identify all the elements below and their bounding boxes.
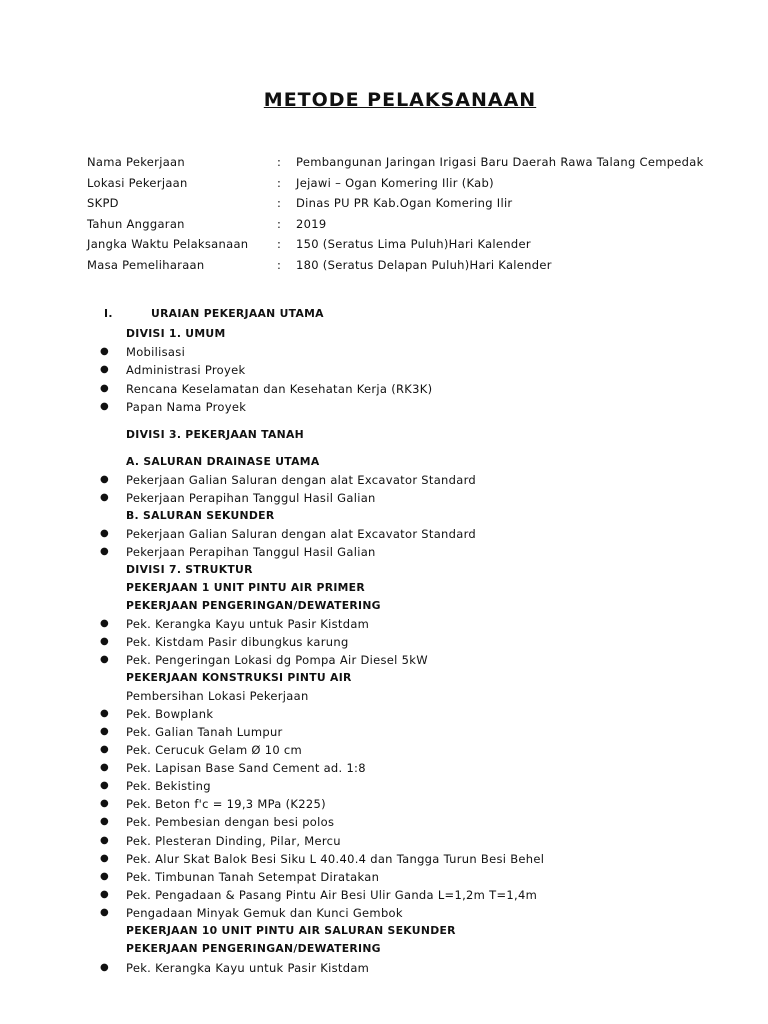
list-item: Rencana Keselamatan dan Kesehatan Kerja (RK3K)	[126, 382, 433, 396]
section-heading: PEKERJAAN 10 UNIT PINTU AIR SALURAN SEKUNDER	[126, 924, 456, 937]
section-heading: PEKERJAAN PENGERINGAN/DEWATERING	[126, 942, 381, 955]
bullet-icon: ●	[100, 853, 109, 864]
bullet-icon: ●	[100, 654, 109, 665]
list-item: Pek. Pengadaan & Pasang Pintu Air Besi Ulir Ganda L=1,2m T=1,4m	[126, 888, 538, 902]
list-item: Pekerjaan Galian Saluran dengan alat Excavator Standard	[126, 473, 477, 487]
info-row	[87, 237, 747, 258]
info-row	[87, 176, 747, 197]
section-heading: PEKERJAAN 1 UNIT PINTU AIR PRIMER	[126, 581, 365, 594]
bullet-icon: ●	[100, 744, 109, 755]
bullet-icon: ●	[100, 492, 109, 503]
list-item: Pek. Kistdam Pasir dibungkus karung	[126, 635, 349, 649]
info-row	[87, 217, 747, 238]
bullet-icon: ●	[100, 401, 109, 412]
bullet-icon: ●	[100, 636, 109, 647]
section-heading: PEKERJAAN PENGERINGAN/DEWATERING	[126, 599, 381, 612]
info-value: Jejawi – Ogan Komering Ilir (Kab)	[296, 175, 494, 190]
info-label: Masa Pemeliharaan	[87, 257, 205, 272]
list-item: Pek. Plesteran Dinding, Pilar, Mercu	[126, 834, 341, 848]
list-item: Pek. Alur Skat Balok Besi Siku L 40.40.4 dan Tangga Turun Besi Behel	[126, 852, 545, 866]
list-item: Pek. Bekisting	[126, 779, 211, 793]
bullet-icon: ●	[100, 835, 109, 846]
list-item: Pek. Kerangka Kayu untuk Pasir Kistdam	[126, 617, 370, 631]
bullet-icon: ●	[100, 474, 109, 485]
info-separator: :	[277, 175, 282, 190]
list-item: Pembersihan Lokasi Pekerjaan	[126, 689, 309, 703]
info-value: 180 (Seratus Delapan Puluh)Hari Kalender	[296, 257, 552, 272]
list-item: Pekerjaan Perapihan Tanggul Hasil Galian	[126, 491, 376, 505]
section-number: I.	[104, 307, 113, 320]
bullet-icon: ●	[100, 528, 109, 539]
bullet-icon: ●	[100, 364, 109, 375]
info-label: Lokasi Pekerjaan	[87, 175, 188, 190]
bullet-icon: ●	[100, 798, 109, 809]
info-separator: :	[277, 257, 282, 272]
section-heading: DIVISI 1. UMUM	[126, 327, 226, 340]
section-heading: PEKERJAAN KONSTRUKSI PINTU AIR	[126, 671, 352, 684]
info-value: 150 (Seratus Lima Puluh)Hari Kalender	[296, 237, 531, 252]
info-value: Pembangunan Jaringan Irigasi Baru Daerah Rawa Talang Cempedak	[296, 155, 704, 169]
list-item: Mobilisasi	[126, 345, 186, 359]
bullet-icon: ●	[100, 383, 109, 394]
info-label: Tahun Anggaran	[87, 216, 185, 231]
list-item: Pengadaan Minyak Gemuk dan Kunci Gembok	[126, 906, 403, 920]
info-value: Dinas PU PR Kab.Ogan Komering Ilir	[296, 196, 513, 211]
info-separator: :	[277, 155, 282, 169]
section-heading: DIVISI 3. PEKERJAAN TANAH	[126, 428, 304, 441]
section-heading: A. SALURAN DRAINASE UTAMA	[126, 455, 320, 468]
info-value: 2019	[296, 216, 327, 231]
list-item: Pekerjaan Galian Saluran dengan alat Excavator Standard	[126, 527, 477, 541]
list-item: Papan Nama Proyek	[126, 400, 247, 414]
info-row	[87, 196, 747, 217]
bullet-icon: ●	[100, 871, 109, 882]
info-separator: :	[277, 196, 282, 211]
page-title: METODE PELAKSANAAN	[263, 89, 537, 111]
bullet-icon: ●	[100, 726, 109, 737]
list-item: Pek. Bowplank	[126, 707, 214, 721]
info-label: Nama Pekerjaan	[87, 155, 185, 169]
bullet-icon: ●	[100, 546, 109, 557]
project-info-table	[87, 155, 747, 279]
bullet-icon: ●	[100, 816, 109, 827]
bullet-icon: ●	[100, 780, 109, 791]
bullet-icon: ●	[100, 907, 109, 918]
list-item: Pek. Pembesian dengan besi polos	[126, 815, 335, 829]
bullet-icon: ●	[100, 618, 109, 629]
list-item: Administrasi Proyek	[126, 363, 246, 377]
bullet-icon: ●	[100, 708, 109, 719]
section-heading: B. SALURAN SEKUNDER	[126, 509, 275, 522]
bullet-icon: ●	[100, 762, 109, 773]
list-item: Pek. Galian Tanah Lumpur	[126, 725, 283, 739]
list-item: Pekerjaan Perapihan Tanggul Hasil Galian	[126, 545, 376, 559]
list-item: Pek. Beton f'c = 19,3 MPa (K225)	[126, 797, 326, 811]
list-item: Pek. Pengeringan Lokasi dg Pompa Air Diesel 5kW	[126, 653, 428, 667]
info-row	[87, 155, 747, 176]
bullet-icon: ●	[100, 962, 109, 973]
bullet-icon: ●	[100, 346, 109, 357]
info-row	[87, 258, 747, 279]
bullet-icon: ●	[100, 889, 109, 900]
list-item: Pek. Kerangka Kayu untuk Pasir Kistdam	[126, 961, 370, 975]
list-item: Pek. Lapisan Base Sand Cement ad. 1:8	[126, 761, 366, 775]
section-heading: DIVISI 7. STRUKTUR	[126, 563, 253, 576]
list-item: Pek. Timbunan Tanah Setempat Diratakan	[126, 870, 380, 884]
info-separator: :	[277, 237, 282, 252]
info-separator: :	[277, 216, 282, 231]
info-label: Jangka Waktu Pelaksanaan	[87, 237, 249, 252]
list-item: Pek. Cerucuk Gelam Ø 10 cm	[126, 743, 303, 757]
section-title: URAIAN PEKERJAAN UTAMA	[151, 307, 324, 320]
info-label: SKPD	[87, 196, 119, 211]
